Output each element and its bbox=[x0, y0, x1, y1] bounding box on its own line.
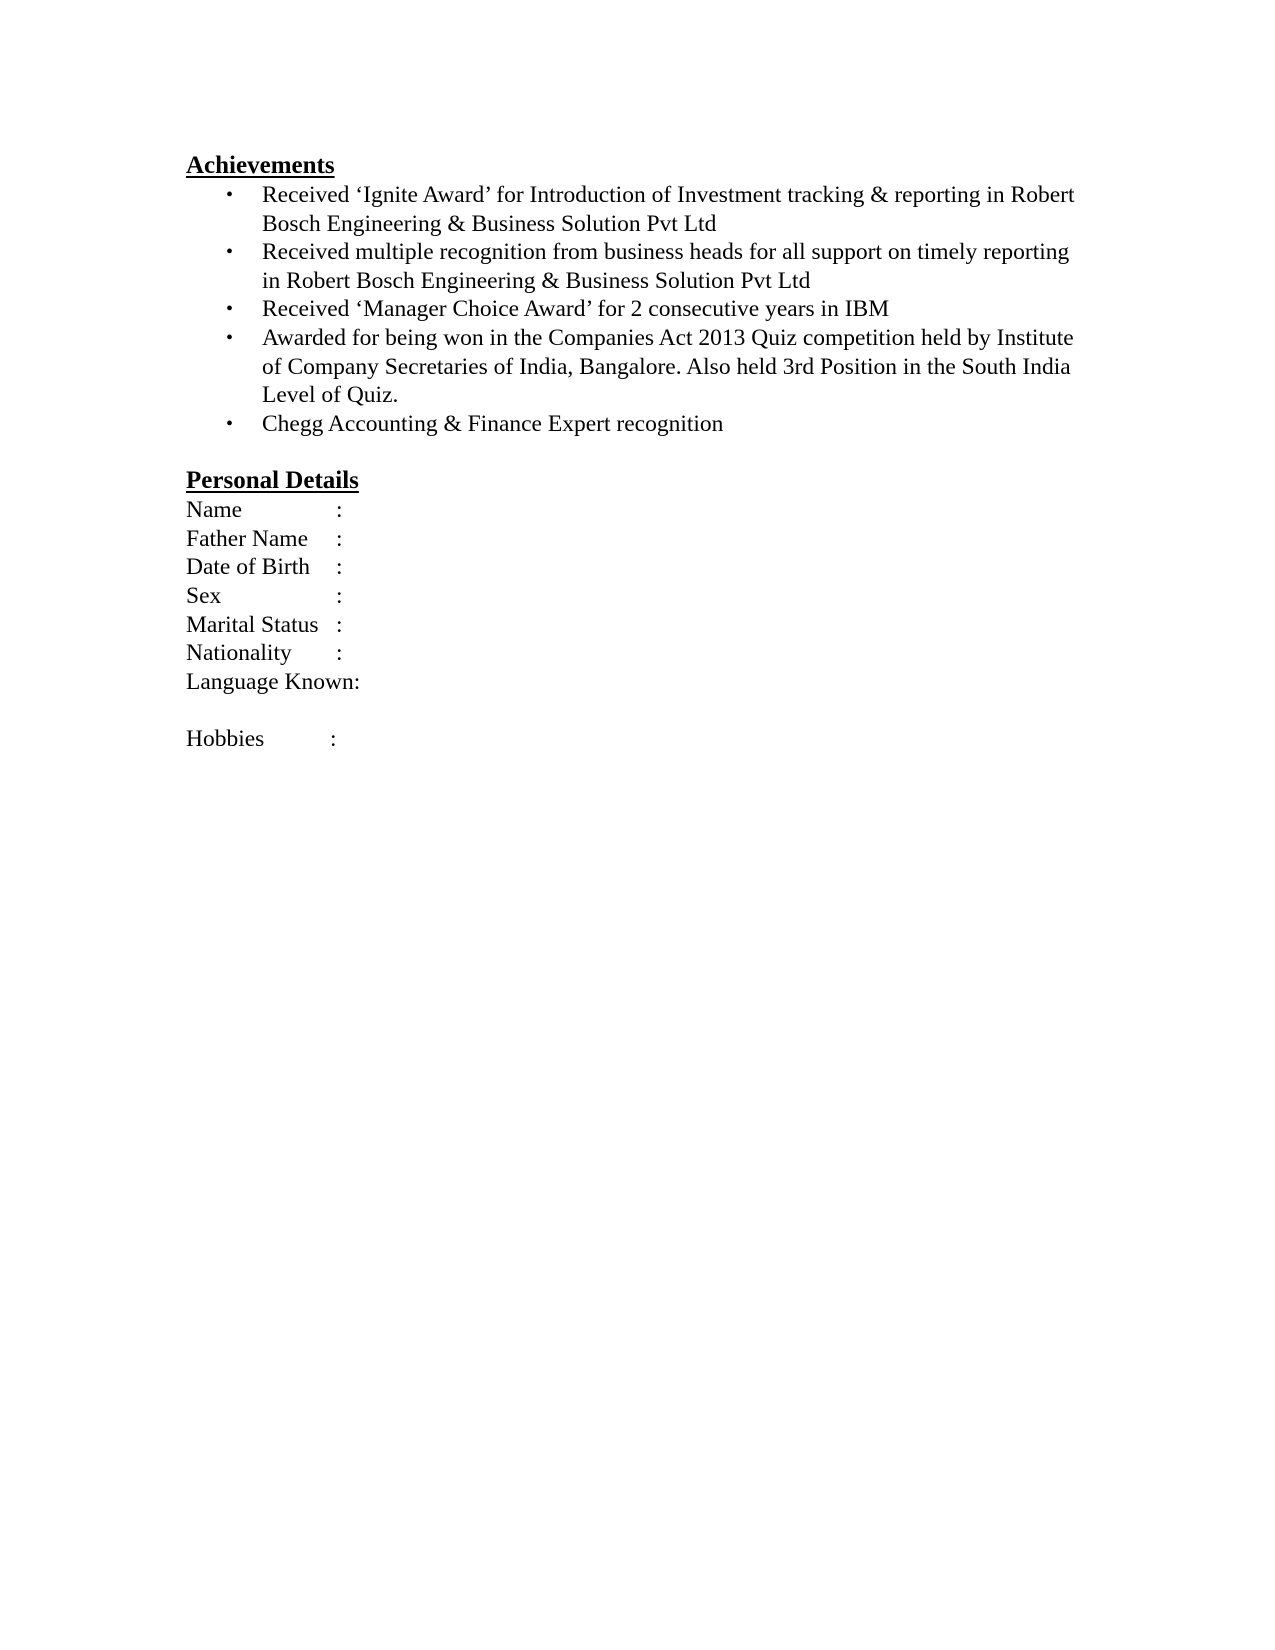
detail-label: Nationality bbox=[186, 640, 292, 667]
detail-separator: : bbox=[336, 525, 343, 552]
achievements-list bbox=[186, 181, 1086, 438]
achievement-text: Received ‘Manager Choice Award’ for 2 consecutive years in IBM bbox=[262, 296, 890, 323]
list-item bbox=[186, 181, 1086, 238]
list-item bbox=[186, 324, 1086, 410]
achievements-heading: Achievements bbox=[186, 152, 335, 179]
bullet-icon: • bbox=[226, 412, 234, 435]
detail-label: Father Name bbox=[186, 525, 309, 552]
detail-label: Date of Birth bbox=[186, 554, 310, 581]
achievement-text: Chegg Accounting & Finance Expert recognition bbox=[262, 410, 724, 437]
list-item bbox=[186, 410, 1086, 439]
detail-label: Name bbox=[186, 497, 243, 523]
achievement-text: Awarded for being won in the Companies Act 2013 Quiz competition held by Institute of Company Secretaries of India, Bangalore. Also held 3rd Position in the South India Level of Quiz. bbox=[262, 324, 1074, 409]
detail-separator: : bbox=[336, 583, 343, 610]
detail-separator: : bbox=[336, 611, 343, 638]
detail-separator: : bbox=[336, 497, 343, 523]
bullet-icon: • bbox=[226, 326, 234, 349]
list-item bbox=[186, 295, 1086, 324]
detail-label: Sex bbox=[186, 583, 222, 610]
bullet-icon: • bbox=[226, 184, 234, 206]
list-item bbox=[186, 238, 1086, 295]
detail-label: Marital Status bbox=[186, 611, 319, 638]
personal-details-heading: Personal Details bbox=[186, 467, 359, 494]
bullet-icon: • bbox=[226, 298, 234, 321]
detail-separator: : bbox=[336, 554, 343, 581]
detail-separator: : bbox=[330, 725, 337, 752]
detail-separator: : bbox=[336, 640, 343, 667]
achievement-text: Received multiple recognition from business heads for all support on timely reporting in Robert Bosch Engineering & Business Solution Pvt Ltd bbox=[262, 239, 1070, 294]
detail-label: Hobbies bbox=[186, 725, 265, 752]
achievement-text: Received ‘Ignite Award’ for Introduction of Investment tracking & reporting in Robert Bosch Engineering & Business Solution Pvt Ltd bbox=[262, 182, 1075, 237]
detail-label: Language Known: bbox=[186, 669, 361, 696]
bullet-icon: • bbox=[226, 241, 234, 264]
